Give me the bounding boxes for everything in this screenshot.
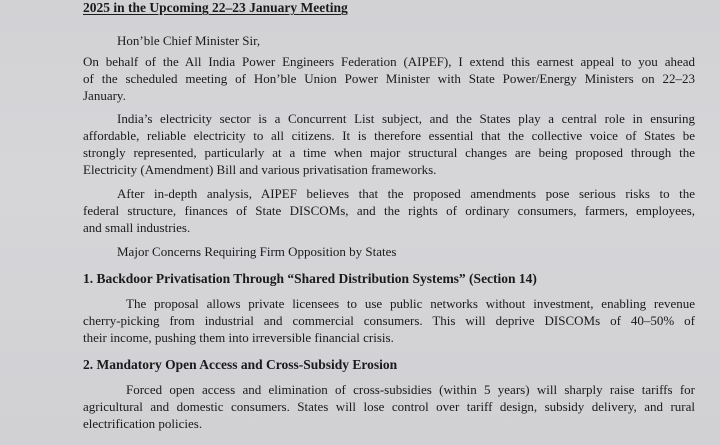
concerns-intro: Major Concerns Requiring Firm Opposition by States	[117, 244, 397, 259]
section1-line1: The proposal allows private licensees to use public networks without investment, enabling revenue	[126, 296, 695, 311]
section2-heading: 2. Mandatory Open Access and Cross-Subsidy Erosion	[83, 357, 398, 372]
para2-line2: affordable, reliable electricity to all citizens. It is therefore essential that the collective voice of States be	[83, 128, 695, 143]
document-title: 2025 in the Upcoming 22–23 January Meeting	[83, 0, 348, 15]
section1-line2: cherry-picking from industrial and commercial consumers. This will deprive DISCOMs of 40–50% of	[83, 313, 695, 328]
para1-line2: of the scheduled meeting of Hon’ble Union Power Minister with State Power/Energy Ministers on 22–23	[83, 71, 695, 86]
section2-line2: agricultural and domestic consumers. States will lose control over tariff design, subsidy delivery, and rural	[83, 399, 695, 414]
para2-line4: Electricity (Amendment) Bill and various privatisation frameworks.	[83, 162, 437, 177]
section1-heading: 1. Backdoor Privatisation Through “Shared Distribution Systems” (Section 14)	[83, 271, 537, 286]
salutation: Hon’ble Chief Minister Sir,	[117, 33, 261, 48]
para3-line3: and small industries.	[83, 220, 191, 235]
para1-line3: January.	[83, 88, 126, 103]
para2-line1: India’s electricity sector is a Concurrent List subject, and the States play a central role in ensuring	[117, 111, 695, 126]
para3-line2: federal structure, finances of State DISCOMs, and the rights of ordinary consumers, farmers, employees,	[83, 203, 695, 218]
para2-line3: strongly represented, particularly at a time when major structural changes are being proposed through the	[83, 145, 695, 160]
section2-line3: electrification policies.	[83, 416, 203, 431]
para3-line1: After in-depth analysis, AIPEF believes that the proposed amendments pose serious risks to the	[117, 186, 695, 201]
section1-line3: their income, pushing them into irreversible financial crisis.	[83, 330, 394, 345]
para1-line1: On behalf of the All India Power Engineers Federation (AIPEF), I extend this earnest appeal to you ahead	[83, 54, 695, 69]
section2-line1: Forced open access and elimination of cross-subsidies (within 5 years) will sharply raise tariffs for	[126, 382, 695, 397]
